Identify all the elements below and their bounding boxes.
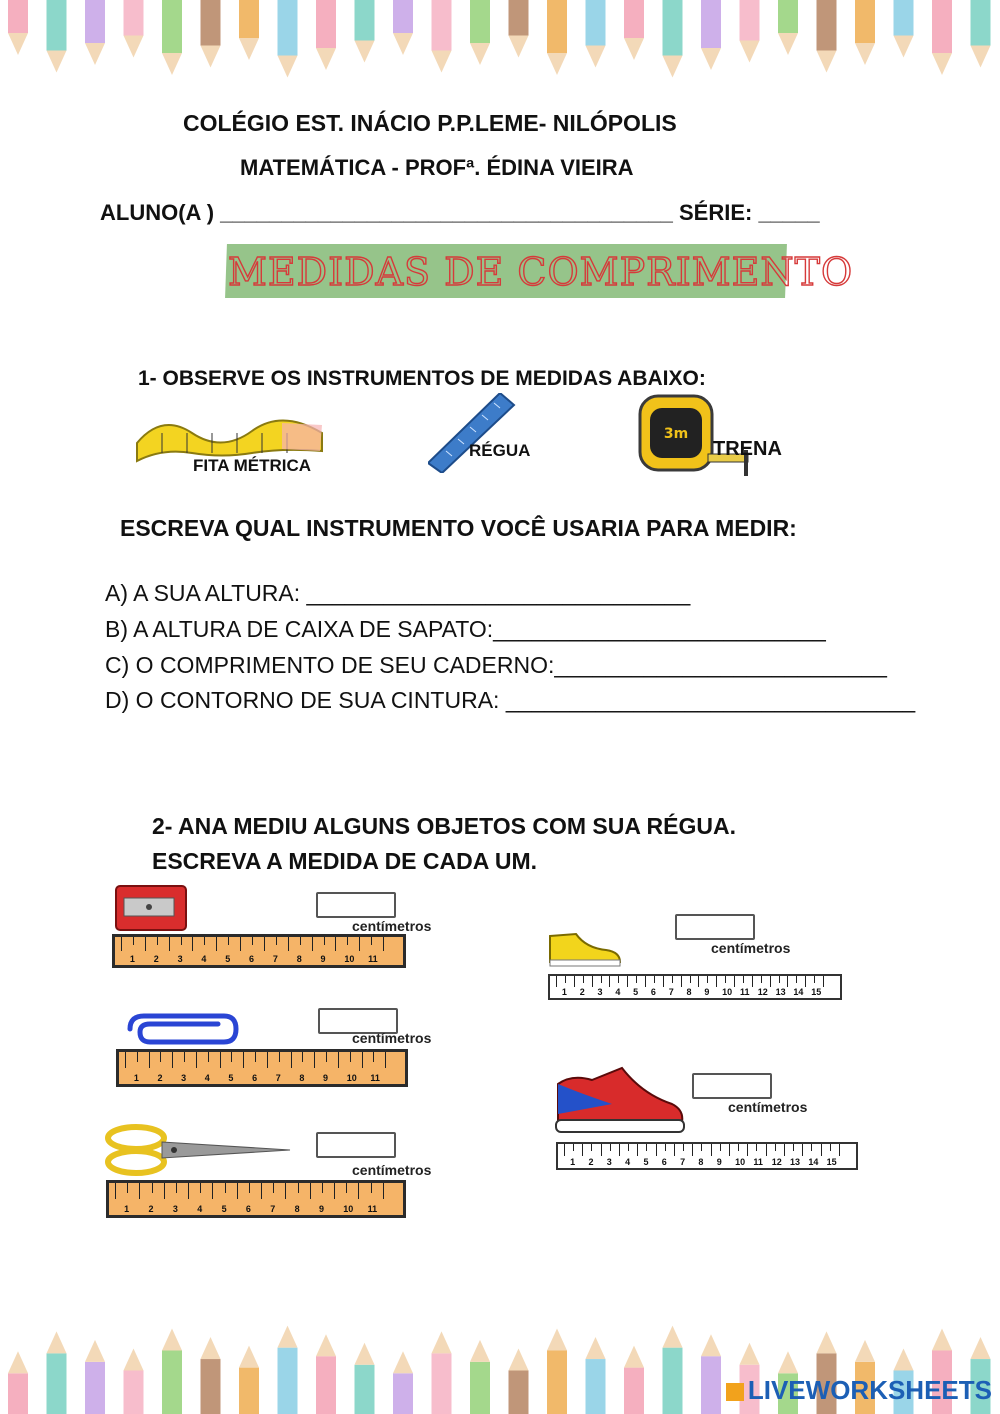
ruler-tick xyxy=(636,976,637,983)
pencil-decoration xyxy=(509,1348,529,1414)
pencil-decoration xyxy=(740,0,760,63)
answer-input-paper-clip[interactable] xyxy=(320,1010,396,1032)
pencil-decoration xyxy=(124,1348,144,1414)
ruler-tick xyxy=(383,937,384,951)
ruler-tick xyxy=(288,937,289,951)
ruler-number: 10 xyxy=(343,1204,354,1214)
ruler-number: 3 xyxy=(181,1073,187,1083)
question2-heading-line1: 2- ANA MEDIU ALGUNS OBJETOS COM SUA RÉGUA. xyxy=(152,813,736,839)
ruler-tick xyxy=(252,937,253,945)
pencil-decoration xyxy=(932,0,952,75)
ruler-tick xyxy=(793,1144,794,1151)
ruler-tick xyxy=(707,976,708,983)
ruler-number: 8 xyxy=(299,1073,305,1083)
ruler-number: 10 xyxy=(722,987,733,997)
pencil-decoration xyxy=(316,1334,336,1414)
ruler-tick xyxy=(690,976,691,983)
ruler-number: 3 xyxy=(597,987,603,997)
ruler-number: 4 xyxy=(615,987,621,997)
ruler-tick xyxy=(371,937,372,945)
ruler-number: 2 xyxy=(148,1204,154,1214)
ruler-tick xyxy=(609,976,610,987)
ruler-number: 10 xyxy=(344,954,355,964)
ruler-tick xyxy=(326,1052,327,1062)
red-sneaker-icon xyxy=(552,1064,688,1138)
ruler-tick xyxy=(601,1144,602,1156)
ruler-tick xyxy=(716,976,717,987)
answer-box-sharpener[interactable] xyxy=(316,892,396,918)
ruler-tick xyxy=(761,976,762,983)
ruler-tick xyxy=(196,1052,197,1068)
ruler-icon xyxy=(428,393,518,473)
ruler-number: 7 xyxy=(680,1157,686,1167)
ruler-number: 1 xyxy=(133,1073,139,1083)
pencil-decoration xyxy=(201,0,221,68)
ruler-tick xyxy=(160,1052,161,1062)
tool-label-ruler: RÉGUA xyxy=(469,441,531,460)
ruler-tick xyxy=(573,1144,574,1151)
ruler-tick xyxy=(770,976,771,987)
tape-measure-icon xyxy=(132,403,332,463)
ruler-yellow-shoe xyxy=(548,974,842,1000)
ruler-number: 11 xyxy=(367,1204,378,1214)
answer-input-scissors[interactable] xyxy=(318,1134,394,1156)
ruler-number: 11 xyxy=(753,1157,763,1167)
ruler-tick xyxy=(591,1144,592,1151)
question1-heading: 1- OBSERVE OS INSTRUMENTOS DE MEDIDAS ABAIXO: xyxy=(138,367,706,390)
ruler-number: 8 xyxy=(698,1157,704,1167)
ruler-tick xyxy=(169,937,170,951)
answer-box-scissors[interactable] xyxy=(316,1132,396,1158)
ruler-tick xyxy=(582,1144,583,1156)
ruler-number: 13 xyxy=(790,1157,801,1167)
ruler-number: 2 xyxy=(157,1073,163,1083)
ruler-number: 10 xyxy=(346,1073,357,1083)
question2-heading-line2: ESCREVA A MEDIDA DE CADA UM. xyxy=(152,848,538,874)
ruler-tick xyxy=(711,1144,712,1156)
ruler-number: 11 xyxy=(368,954,378,964)
ruler-number: 5 xyxy=(228,1073,234,1083)
ruler-number: 2 xyxy=(588,1157,594,1167)
ruler-tick xyxy=(830,1144,831,1151)
ruler-tick xyxy=(811,1144,812,1151)
ruler-tick xyxy=(255,1052,256,1062)
ruler-number: 15 xyxy=(826,1157,837,1167)
ruler-number: 8 xyxy=(296,954,302,964)
ruler-tick xyxy=(149,1052,150,1068)
tool-label-tape: FITA MÉTRICA xyxy=(193,456,312,475)
ruler-number: 7 xyxy=(272,954,278,964)
ruler-number: 8 xyxy=(686,987,692,997)
question1-item-b[interactable]: B) A ALTURA DE CAIXA DE SAPATO:__________________________ xyxy=(105,616,826,642)
pencil-decoration xyxy=(470,0,490,65)
ruler-number: 7 xyxy=(270,1204,276,1214)
ruler-number: 3 xyxy=(606,1157,612,1167)
ruler-tick xyxy=(752,976,753,987)
ruler-number: 11 xyxy=(739,987,750,997)
pencil-decoration xyxy=(432,1331,452,1414)
ruler-number: 6 xyxy=(650,987,656,997)
ruler-red-sneaker xyxy=(556,1142,858,1170)
ruler-number: 14 xyxy=(793,987,804,997)
pencil-decoration xyxy=(85,1340,105,1414)
ruler-tick xyxy=(725,976,726,983)
ruler-number: 5 xyxy=(221,1204,227,1214)
ruler-tick xyxy=(188,1183,189,1199)
ruler-number: 3 xyxy=(172,1204,178,1214)
ruler-tick xyxy=(347,937,348,945)
pencil-decoration xyxy=(509,0,529,58)
ruler-tick xyxy=(261,1183,262,1199)
ruler-tick xyxy=(212,1183,213,1199)
ruler-tick xyxy=(720,1144,721,1151)
ruler-tick xyxy=(276,937,277,945)
ruler-tick xyxy=(249,1183,250,1193)
answer-input-yellow-shoe[interactable] xyxy=(677,916,753,938)
pencil-decoration xyxy=(586,0,606,68)
ruler-tick xyxy=(601,976,602,983)
ruler-tick xyxy=(264,937,265,951)
pencil-decoration xyxy=(393,0,413,55)
pencil-decoration xyxy=(547,1329,567,1414)
ruler-number: 7 xyxy=(275,1073,281,1083)
ruler-tick xyxy=(302,1052,303,1062)
ruler-tick xyxy=(350,1052,351,1062)
ruler-number: 1 xyxy=(570,1157,576,1167)
ruler-tick xyxy=(756,1144,757,1151)
ruler-tick xyxy=(628,1144,629,1151)
ruler-tick xyxy=(231,1052,232,1062)
ruler-tick xyxy=(127,1183,128,1193)
ruler-tick xyxy=(200,1183,201,1193)
ruler-scissors xyxy=(106,1180,406,1218)
pencil-decoration xyxy=(162,0,182,75)
pencil-decoration xyxy=(85,0,105,65)
question1-item-c[interactable]: C) O COMPRIMENTO DE SEU CADERNO:__________________________ xyxy=(105,652,887,678)
ruler-tick xyxy=(674,1144,675,1156)
ruler-number: 4 xyxy=(625,1157,631,1167)
ruler-number: 4 xyxy=(197,1204,203,1214)
ruler-number: 5 xyxy=(643,1157,649,1167)
pencil-decoration xyxy=(278,1326,298,1414)
ruler-tick xyxy=(145,937,146,951)
ruler-tick xyxy=(335,937,336,951)
pencil-decoration xyxy=(8,0,28,55)
pencil-decoration xyxy=(162,1329,182,1414)
ruler-tick xyxy=(338,1052,339,1068)
scissors-icon xyxy=(104,1124,294,1176)
ruler-number: 6 xyxy=(661,1157,667,1167)
ruler-number: 1 xyxy=(129,954,135,964)
ruler-tick xyxy=(646,1144,647,1151)
ruler-number: 6 xyxy=(249,954,255,964)
ruler-tick xyxy=(627,976,628,987)
ruler-tick xyxy=(184,1052,185,1062)
ruler-tick xyxy=(216,937,217,951)
ruler-tick xyxy=(839,1144,840,1156)
ruler-tick xyxy=(346,1183,347,1193)
liveworksheets-logo xyxy=(726,1375,992,1406)
unit-label-paper-clip: centímetros xyxy=(352,1030,432,1046)
pencil-decoration xyxy=(432,0,452,73)
ruler-tick xyxy=(784,1144,785,1156)
ruler-tick xyxy=(383,1183,384,1199)
pencil-decoration xyxy=(817,0,837,73)
question1-instruction: ESCREVA QUAL INSTRUMENTO VOCÊ USARIA PARA MEDIR: xyxy=(120,515,797,541)
ruler-number: 9 xyxy=(704,987,710,997)
ruler-number: 12 xyxy=(757,987,768,997)
answer-box-yellow-shoe[interactable] xyxy=(675,914,755,940)
ruler-tick xyxy=(208,1052,209,1062)
ruler-tick xyxy=(592,976,593,987)
ruler-tick xyxy=(322,1183,323,1193)
ruler-number: 14 xyxy=(808,1157,819,1167)
ruler-tick xyxy=(300,937,301,945)
ruler-tick xyxy=(172,1052,173,1068)
ruler-tick xyxy=(359,937,360,951)
ruler-tick xyxy=(220,1052,221,1068)
pencil-decoration xyxy=(778,0,798,55)
school-name: COLÉGIO EST. INÁCIO P.P.LEME- NILÓPOLIS xyxy=(183,110,677,136)
answer-input-sharpener[interactable] xyxy=(318,894,394,916)
ruler-tick xyxy=(312,937,313,951)
pencil-decoration xyxy=(663,0,683,78)
pencil-decoration xyxy=(201,1337,221,1414)
ruler-number: 5 xyxy=(633,987,639,997)
unit-label-red-sneaker: centímetros xyxy=(728,1099,808,1115)
ruler-tick xyxy=(610,1144,611,1151)
ruler-number: 10 xyxy=(735,1157,746,1167)
pencil-decoration xyxy=(47,0,67,73)
pencil-decoration xyxy=(239,0,259,60)
ruler-tick xyxy=(619,1144,620,1156)
ruler-tick xyxy=(805,976,806,987)
pencil-decoration xyxy=(855,0,875,65)
ruler-tick xyxy=(291,1052,292,1068)
pencil-decoration xyxy=(393,1351,413,1414)
subject-teacher: MATEMÁTICA - PROFª. ÉDINA VIEIRA xyxy=(240,155,634,180)
ruler-tick xyxy=(243,1052,244,1068)
brand-text: LIVEWORKSHEETS xyxy=(747,1375,992,1405)
ruler-tick xyxy=(225,1183,226,1193)
ruler-number: 12 xyxy=(771,1157,782,1167)
question1-item-a[interactable]: A) A SUA ALTURA: ______________________________ xyxy=(105,580,691,606)
ruler-tick xyxy=(137,1052,138,1062)
ruler-number: 9 xyxy=(323,1073,329,1083)
ruler-tick xyxy=(139,1183,140,1199)
pencil-decoration xyxy=(8,1351,28,1414)
pencil-decoration xyxy=(663,1326,683,1414)
ruler-tick xyxy=(164,1183,165,1199)
ruler-tick xyxy=(564,1144,565,1156)
ruler-paper-clip xyxy=(116,1049,408,1087)
ruler-tick xyxy=(823,976,824,987)
ruler-tick xyxy=(285,1183,286,1199)
pencil-decoration xyxy=(278,0,298,78)
ruler-number: 9 xyxy=(716,1157,722,1167)
ruler-number: 7 xyxy=(668,987,674,997)
brand-logo-icon xyxy=(726,1383,744,1401)
ruler-tick xyxy=(267,1052,268,1068)
ruler-number: 13 xyxy=(775,987,786,997)
ruler-number: 4 xyxy=(204,1073,210,1083)
ruler-tick xyxy=(157,937,158,945)
ruler-number: 1 xyxy=(561,987,567,997)
ruler-number: 9 xyxy=(320,954,326,964)
ruler-tick xyxy=(734,976,735,987)
pencil-decoration xyxy=(239,1346,259,1414)
ruler-tick xyxy=(240,937,241,951)
ruler-tick xyxy=(192,937,193,951)
ruler-tick xyxy=(692,1144,693,1156)
pencil-decoration xyxy=(316,0,336,70)
ruler-tick xyxy=(115,1183,116,1199)
sharpener-icon xyxy=(114,884,188,932)
ruler-sharpener xyxy=(112,934,406,968)
ruler-number: 6 xyxy=(245,1204,251,1214)
ruler-tick xyxy=(775,1144,776,1151)
unit-label-sharpener: centímetros xyxy=(352,918,432,934)
ruler-tick xyxy=(796,976,797,983)
svg-text:3m: 3m xyxy=(663,426,689,442)
yellow-shoe-icon xyxy=(546,928,624,968)
ruler-tick xyxy=(273,1183,274,1193)
ruler-tick xyxy=(821,1144,822,1156)
ruler-tick xyxy=(738,1144,739,1151)
pencil-decoration xyxy=(701,0,721,70)
ruler-tick xyxy=(618,976,619,983)
ruler-tick xyxy=(672,976,673,983)
ruler-number: 1 xyxy=(124,1204,130,1214)
pencil-border-top xyxy=(0,0,1000,100)
ruler-number: 2 xyxy=(153,954,159,964)
ruler-tick xyxy=(683,1144,684,1151)
ruler-number: 11 xyxy=(370,1073,380,1083)
ruler-tick xyxy=(279,1052,280,1062)
ruler-tick xyxy=(747,1144,748,1156)
paper-clip-icon xyxy=(120,1012,240,1046)
ruler-tick xyxy=(176,1183,177,1193)
student-line[interactable]: ALUNO(A ) _____________________________________ SÉRIE: _____ xyxy=(100,200,820,225)
pencil-decoration xyxy=(701,1334,721,1414)
ruler-tick xyxy=(656,1144,657,1156)
ruler-tick xyxy=(556,976,557,987)
tool-label-trena: TRENA xyxy=(713,438,782,460)
ruler-tick xyxy=(133,937,134,945)
ruler-tick xyxy=(645,976,646,987)
ruler-tick xyxy=(663,976,664,987)
ruler-tick xyxy=(204,937,205,945)
ruler-number: 5 xyxy=(225,954,231,964)
ruler-tick xyxy=(314,1052,315,1068)
ruler-tick xyxy=(125,1052,126,1068)
pencil-decoration xyxy=(547,0,567,75)
ruler-tick xyxy=(779,976,780,983)
ruler-tick xyxy=(237,1183,238,1199)
pencil-decoration xyxy=(355,0,375,63)
pencil-decoration xyxy=(470,1340,490,1414)
ruler-number: 15 xyxy=(811,987,822,997)
ruler-tick xyxy=(802,1144,803,1156)
ruler-tick xyxy=(358,1183,359,1199)
ruler-tick xyxy=(565,976,566,983)
ruler-tick xyxy=(324,937,325,945)
ruler-tick xyxy=(298,1183,299,1193)
ruler-tick xyxy=(385,1052,386,1068)
unit-label-scissors: centímetros xyxy=(352,1162,432,1178)
ruler-tick xyxy=(181,937,182,945)
ruler-tick xyxy=(787,976,788,987)
ruler-number: 8 xyxy=(294,1204,300,1214)
pencil-decoration xyxy=(47,1331,67,1414)
ruler-number: 6 xyxy=(252,1073,258,1083)
pencil-decoration xyxy=(586,1337,606,1414)
ruler-tick xyxy=(766,1144,767,1156)
ruler-tick xyxy=(310,1183,311,1199)
ruler-number: 3 xyxy=(177,954,183,964)
ruler-tick xyxy=(654,976,655,983)
pencil-decoration xyxy=(624,0,644,60)
ruler-tick xyxy=(637,1144,638,1156)
ruler-tick xyxy=(698,976,699,987)
pencil-decoration xyxy=(124,0,144,58)
ruler-number: 4 xyxy=(201,954,207,964)
page-title: MEDIDAS DE COMPRIMENTO xyxy=(228,250,854,294)
unit-label-yellow-shoe: centímetros xyxy=(711,940,791,956)
ruler-tick xyxy=(665,1144,666,1151)
pencil-decoration xyxy=(971,0,991,68)
ruler-tick xyxy=(228,937,229,945)
ruler-tick xyxy=(371,1183,372,1193)
pencil-decoration xyxy=(355,1343,375,1414)
answer-input-red-sneaker[interactable] xyxy=(694,1075,770,1097)
ruler-tick xyxy=(373,1052,374,1062)
ruler-tick xyxy=(701,1144,702,1151)
ruler-number: 2 xyxy=(579,987,585,997)
ruler-tick xyxy=(334,1183,335,1199)
ruler-tick xyxy=(574,976,575,987)
ruler-tick xyxy=(743,976,744,983)
question1-item-d[interactable]: D) O CONTORNO DE SUA CINTURA: ________________________________ xyxy=(105,687,916,713)
ruler-tick xyxy=(814,976,815,983)
answer-box-red-sneaker[interactable] xyxy=(692,1073,772,1099)
ruler-number: 9 xyxy=(318,1204,324,1214)
ruler-tick xyxy=(121,937,122,951)
ruler-tick xyxy=(729,1144,730,1156)
pencil-decoration xyxy=(894,0,914,58)
ruler-tick xyxy=(152,1183,153,1193)
ruler-tick xyxy=(362,1052,363,1068)
ruler-tick xyxy=(681,976,682,987)
ruler-tick xyxy=(583,976,584,983)
pencil-decoration xyxy=(624,1346,644,1414)
